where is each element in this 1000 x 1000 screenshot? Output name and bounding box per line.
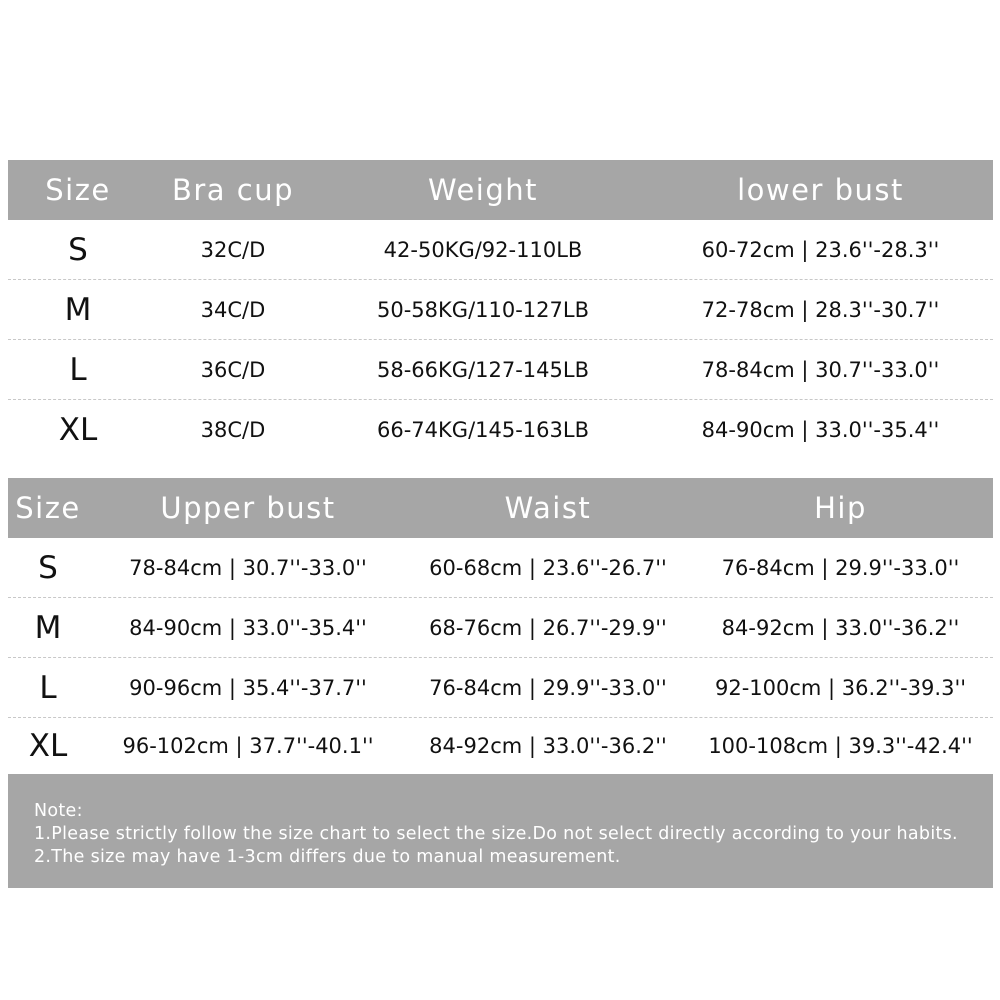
header-size: Size [15, 491, 81, 525]
note-title: Note: [34, 801, 83, 821]
header-bra-cup: Bra cup [171, 173, 295, 207]
upper-bust-value: 78-84cm | 30.7''-33.0'' [129, 555, 367, 580]
note-line-2: 2.The size may have 1-3cm differs due to manual measurement. [34, 847, 621, 867]
table-row [8, 598, 993, 658]
bra-cup-value: 34C/D [200, 297, 266, 322]
size-label: M [34, 609, 62, 646]
lower-bust-value: 78-84cm | 30.7''-33.0'' [701, 357, 940, 382]
table-header [8, 160, 993, 220]
header-waist: Waist [504, 491, 592, 525]
size-label: S [38, 549, 58, 586]
lower-bust-value: 60-72cm | 23.6''-28.3'' [701, 237, 940, 262]
header-size: Size [45, 173, 111, 207]
table-row [8, 658, 993, 718]
hip-value: 84-92cm | 33.0''-36.2'' [721, 615, 960, 640]
header-upper-bust: Upper bust [160, 491, 336, 525]
size-label: XL [58, 412, 98, 448]
size-table-measurements [8, 478, 993, 774]
waist-value: 84-92cm | 33.0''-36.2'' [429, 734, 667, 758]
hip-value: 92-100cm | 36.2''-39.3'' [715, 675, 966, 700]
waist-value: 60-68cm | 23.6''-26.7'' [429, 555, 667, 580]
size-table-bra-weight [8, 160, 993, 460]
header-weight: Weight [427, 173, 539, 207]
weight-value: 50-58KG/110-127LB [377, 297, 589, 322]
bra-cup-value: 38C/D [200, 418, 266, 442]
upper-bust-value: 90-96cm | 35.4''-37.7'' [129, 675, 367, 700]
table-row [8, 538, 993, 598]
table-row [8, 340, 993, 400]
lower-bust-value: 72-78cm | 28.3''-30.7'' [701, 297, 940, 322]
table-row [8, 718, 993, 774]
hip-value: 100-108cm | 39.3''-42.4'' [708, 734, 973, 758]
table-row [8, 280, 993, 340]
table-row [8, 220, 993, 280]
weight-value: 66-74KG/145-163LB [377, 418, 589, 442]
table-header [8, 478, 993, 538]
size-label: M [64, 291, 92, 328]
hip-value: 76-84cm | 29.9''-33.0'' [721, 555, 960, 580]
lower-bust-value: 84-90cm | 33.0''-35.4'' [701, 418, 940, 442]
weight-value: 58-66KG/127-145LB [377, 357, 589, 382]
header-lower-bust: lower bust [737, 173, 904, 207]
waist-value: 68-76cm | 26.7''-29.9'' [429, 615, 667, 640]
note-box [8, 774, 993, 888]
waist-value: 76-84cm | 29.9''-33.0'' [429, 675, 667, 700]
weight-value: 42-50KG/92-110LB [383, 237, 583, 262]
size-label: XL [28, 728, 68, 764]
note-line-1: 1.Please strictly follow the size chart to select the size.Do not select directly according to your habits. [34, 824, 958, 844]
size-label: L [39, 669, 57, 706]
upper-bust-value: 96-102cm | 37.7''-40.1'' [122, 734, 374, 758]
bra-cup-value: 36C/D [200, 357, 266, 382]
upper-bust-value: 84-90cm | 33.0''-35.4'' [129, 615, 367, 640]
bra-cup-value: 32C/D [200, 237, 266, 262]
table-row [8, 400, 993, 460]
size-label: S [68, 231, 88, 268]
size-label: L [69, 351, 87, 388]
header-hip: Hip [814, 491, 867, 525]
